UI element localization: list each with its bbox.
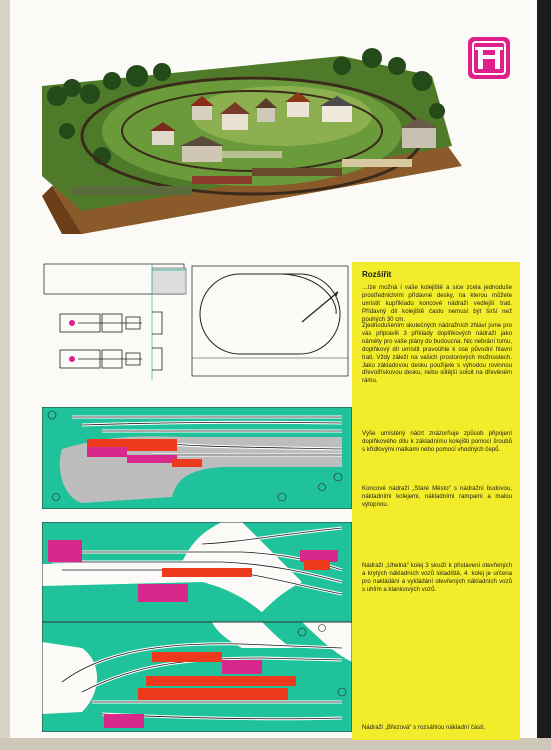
sidebar-paragraph-stare-mesto: Koncové nádraží „Staré Město“ s nádražní budovou, nákladními kolejemi, nákladními rampami a malou výtopnou.	[362, 485, 512, 508]
sidebar-paragraph-uhelna: Nádraží „Uhelná“ kolej 3 slouží k přistavení otevřených a krytých nákladních vozů skladiště, 4. kolej je určena pro nakládání a vykládání otevřených nákladních vozů s uhlím a klanicových vozů.	[362, 562, 512, 593]
brand-logo-icon	[467, 36, 511, 80]
sidebar-paragraph-brezova: Nádraží „Březová“ s rozsáhlou nákladní částí.	[362, 724, 486, 731]
page-edge-left	[0, 0, 10, 750]
station-plan-brezova	[42, 622, 352, 732]
sidebar-paragraph-examples: Zjednodušením skutečných nádražních zhlaví jsme pro vás připravili 3 příklady doplňkových nádraží jako náměty pro vaše plány do budoucna. Nic nebrání tomu, doplňkový díl umístit pravoúhle k ose původní hlavní trati. Vždy záleží na vašich prostorových možnostech. Jako základovou desku použijete s výhodou rovinnou dřevotřískovou desku, nebo slitější soloit na dřevěném rámu.	[362, 322, 512, 385]
page-edge-right	[537, 0, 551, 750]
text-sidebar	[352, 262, 520, 740]
connection-sketch-diagram	[42, 262, 350, 380]
station-plan-uhelna	[42, 522, 352, 622]
sidebar-heading: Rozšířit	[362, 270, 392, 279]
model-layout-photo	[42, 36, 462, 234]
sidebar-paragraph-intro: …lze možná i vaše kolejiště a sice zcela jednoduše prostřednictvím přídavné desky, na kterou můžete umístit kupříkladu koncové nádraží vedlejší trati. Přídavný díl kolejiště často nemusí být širší než pouhých 30 cm.	[362, 284, 512, 323]
station-plan-stare-mesto	[42, 407, 352, 509]
sidebar-paragraph-connection: Výše umístěný náčrt znázorňuje způsob připojení doplňkového dílu k základnímu kolejišti pomocí šroubů s křídlovými matkami nebo pomocí vhodných čepů.	[362, 430, 512, 453]
